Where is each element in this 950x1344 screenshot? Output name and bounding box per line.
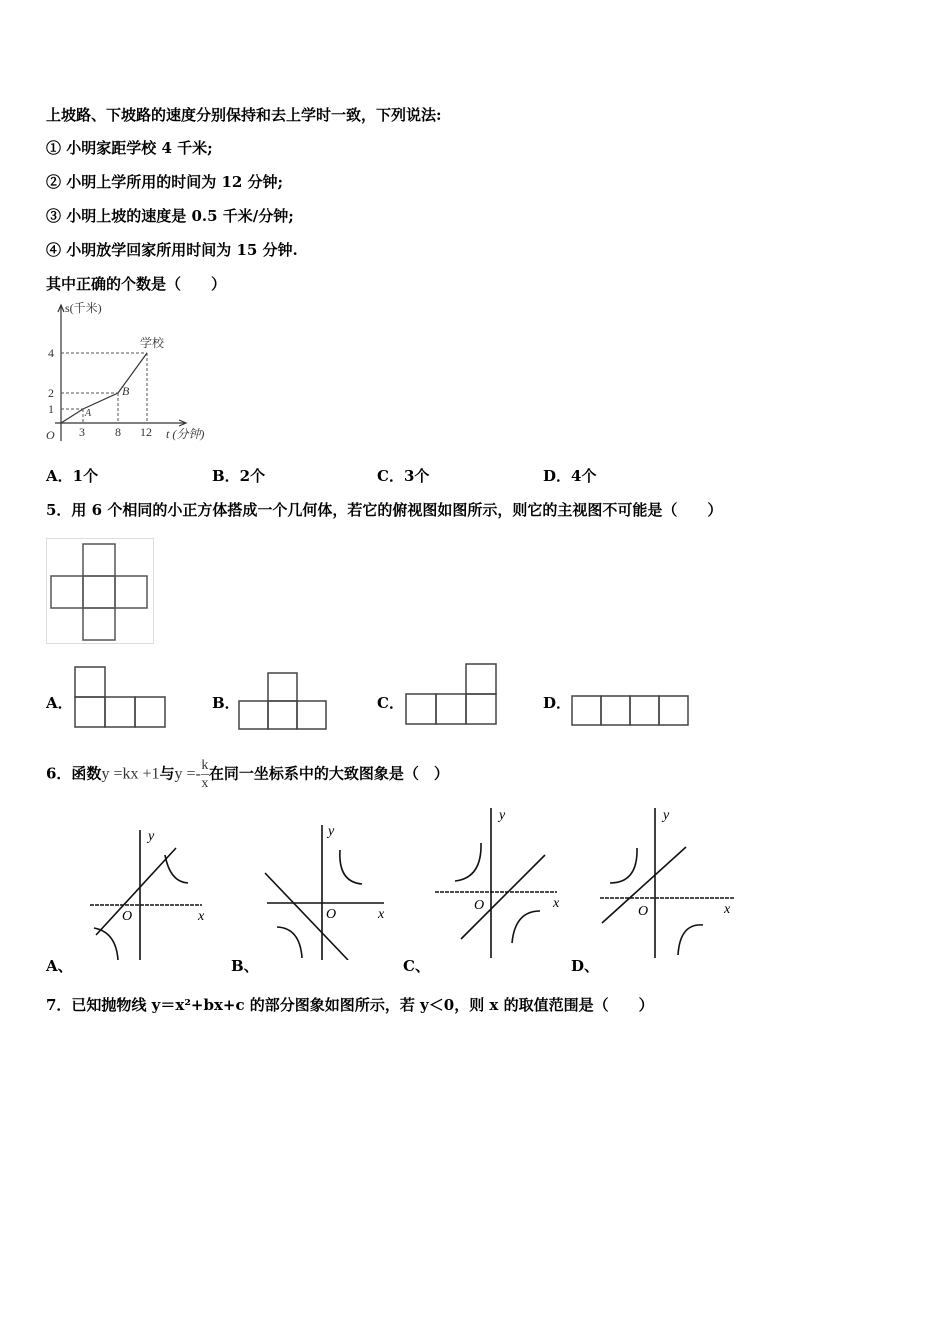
q4-intro: 上坡路、下坡路的速度分别保持和去上学时一致，下列说法: (46, 106, 442, 124)
svg-text:s(千米): s(千米) (65, 301, 102, 315)
svg-text:2: 2 (48, 386, 54, 400)
q5-option-a-figure[interactable] (72, 665, 167, 729)
svg-text:t (分钟): t (分钟) (166, 427, 205, 441)
q6-graph-a[interactable] (80, 820, 210, 960)
q5-option-c-figure[interactable] (404, 662, 504, 728)
svg-text:O: O (326, 907, 337, 922)
svg-text:1: 1 (48, 402, 54, 416)
q6-option-d[interactable]: D、 (571, 957, 600, 975)
svg-text:A: A (85, 408, 92, 419)
q4-statement: ① 小明家距学校 4 千米; (46, 139, 213, 157)
q4-option-d[interactable]: D．4个 (543, 467, 597, 485)
svg-text:4: 4 (48, 346, 54, 360)
q4-option-a[interactable]: A．1个 (46, 467, 99, 485)
q4-statement: ④ 小明放学回家所用时间为 15 分钟. (46, 241, 298, 259)
q4-question: 其中正确的个数是（ ） (46, 275, 227, 293)
svg-text:x: x (724, 902, 731, 917)
q5-question: 5．用 6 个相同的小正方体搭成一个几何体，若它的俯视图如图所示，则它的主视图不可能是（ ） (46, 501, 723, 519)
q5-option-d-figure[interactable] (570, 694, 694, 728)
svg-text:y: y (663, 808, 670, 823)
q5-option-d[interactable]: D． (543, 694, 572, 712)
q6-option-c[interactable]: C、 (403, 957, 430, 975)
svg-text:3: 3 (79, 425, 85, 439)
svg-text:x: x (198, 909, 205, 924)
svg-text:B: B (122, 384, 130, 398)
q6-graph-c[interactable] (435, 803, 565, 958)
svg-text:y: y (328, 824, 335, 839)
distance-time-graph (40, 295, 220, 445)
q5-option-b-figure[interactable] (237, 671, 332, 731)
q6-option-a[interactable]: A、 (46, 957, 73, 975)
top-view-figure (46, 538, 154, 644)
q7-question: 7．已知抛物线 y＝x²+bx+c 的部分图象如图所示，若 y＜0，则 x 的取值范围是（ ） (46, 996, 654, 1014)
svg-text:O: O (638, 904, 649, 919)
q6-question: 6．函数y =kx +1与y =- $\frac{k}{x}$ 在同一坐标系中的大致图象是（ ） (46, 758, 449, 791)
q5-option-b[interactable]: B． (212, 694, 240, 712)
fraction-k-over-x: $\frac{k}{x}$ (201, 758, 209, 791)
q4-statement: ② 小明上学所用的时间为 12 分钟; (46, 173, 284, 191)
svg-text:O: O (474, 898, 485, 913)
svg-text:x: x (553, 896, 560, 911)
svg-text:O: O (122, 909, 133, 924)
q5-option-a[interactable]: A． (46, 694, 73, 712)
q6-option-b[interactable]: B、 (231, 957, 259, 975)
svg-text:x: x (378, 907, 385, 922)
q4-option-b[interactable]: B．2个 (212, 467, 266, 485)
q6-graph-d[interactable] (600, 803, 735, 958)
svg-text:学校: 学校 (140, 336, 165, 350)
svg-text:8: 8 (115, 425, 121, 439)
svg-text:O: O (46, 428, 55, 442)
q6-graph-b[interactable] (262, 820, 392, 960)
svg-text:y: y (499, 808, 506, 823)
q4-statement: ③ 小明上坡的速度是 0.5 千米/分钟; (46, 207, 294, 225)
q5-option-c[interactable]: C． (377, 694, 404, 712)
svg-text:12: 12 (140, 425, 152, 439)
q4-option-c[interactable]: C．3个 (377, 467, 430, 485)
svg-text:y: y (148, 829, 155, 844)
